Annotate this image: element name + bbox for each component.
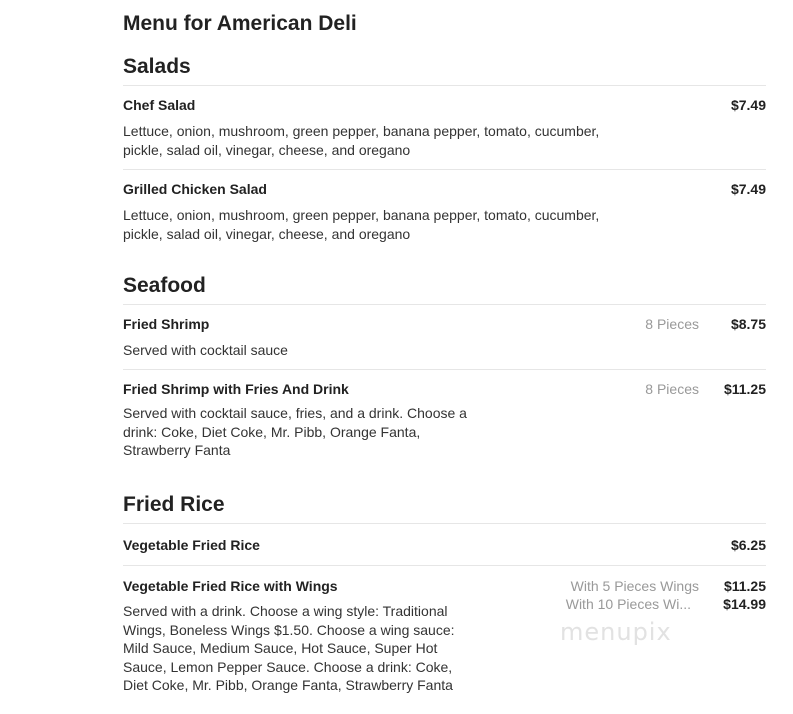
item-price: $7.49 — [730, 181, 766, 197]
item-name: Vegetable Fried Rice — [123, 537, 260, 553]
section-salads — [123, 52, 766, 253]
item-price: $6.25 — [730, 537, 766, 553]
item-description: Served with cocktail sauce, fries, and a drink. Choose a drink: Coke, Diet Coke, Mr. Pibb, Orange Fanta, Strawberry Fanta — [123, 405, 467, 458]
item-name: Fried Shrimp — [123, 316, 210, 332]
item-description: Lettuce, onion, mushroom, green pepper, banana pepper, tomato, cucumber, pickle, salad oil, vinegar, cheese, and oregano — [123, 123, 600, 158]
item-option-label: With 10 Pieces Wi... — [565, 596, 691, 612]
item-price: $7.49 — [730, 97, 766, 113]
menu-item[interactable] — [123, 169, 766, 253]
item-option-price: $14.99 — [723, 596, 766, 612]
menu-item[interactable] — [123, 85, 766, 169]
item-option-price: $11.25 — [723, 578, 766, 594]
item-name: Fried Shrimp with Fries And Drink — [123, 381, 349, 397]
item-portion: 8 Pieces — [645, 316, 699, 332]
section-seafood — [123, 271, 766, 489]
menu-item[interactable] — [123, 523, 766, 565]
page-title: Menu for American Deli — [123, 12, 357, 35]
item-portion: 8 Pieces — [645, 381, 699, 397]
item-description: Served with cocktail sauce — [123, 342, 288, 358]
section-title-salads: Salads — [123, 55, 191, 78]
watermark-logo: menupix — [560, 618, 672, 646]
menu-item[interactable] — [123, 369, 766, 489]
section-title-seafood: Seafood — [123, 274, 206, 297]
item-price: $11.25 — [723, 381, 766, 397]
section-title-fried-rice: Fried Rice — [123, 493, 225, 516]
item-price: $8.75 — [730, 316, 766, 332]
menu-item[interactable] — [123, 304, 766, 369]
item-name: Chef Salad — [123, 97, 196, 113]
item-description: Lettuce, onion, mushroom, green pepper, banana pepper, tomato, cucumber, pickle, salad oil, vinegar, cheese, and oregano — [123, 207, 600, 242]
section-fried-rice — [123, 490, 766, 714]
item-name: Vegetable Fried Rice with Wings — [123, 578, 338, 594]
item-option-label: With 5 Pieces Wings — [570, 578, 699, 594]
item-description: Served with a drink. Choose a wing style: Traditional Wings, Boneless Wings $1.50. Choose a wing sauce: Mild Sauce, Medium Sauce, Hot Sauce, Super Hot Sauce, Lemon Pepper Sauce. Choose a drink: Coke, Diet Coke, Mr. Pibb, Orange Fanta, Strawberry Fanta — [123, 603, 455, 693]
item-name: Grilled Chicken Salad — [123, 181, 267, 197]
